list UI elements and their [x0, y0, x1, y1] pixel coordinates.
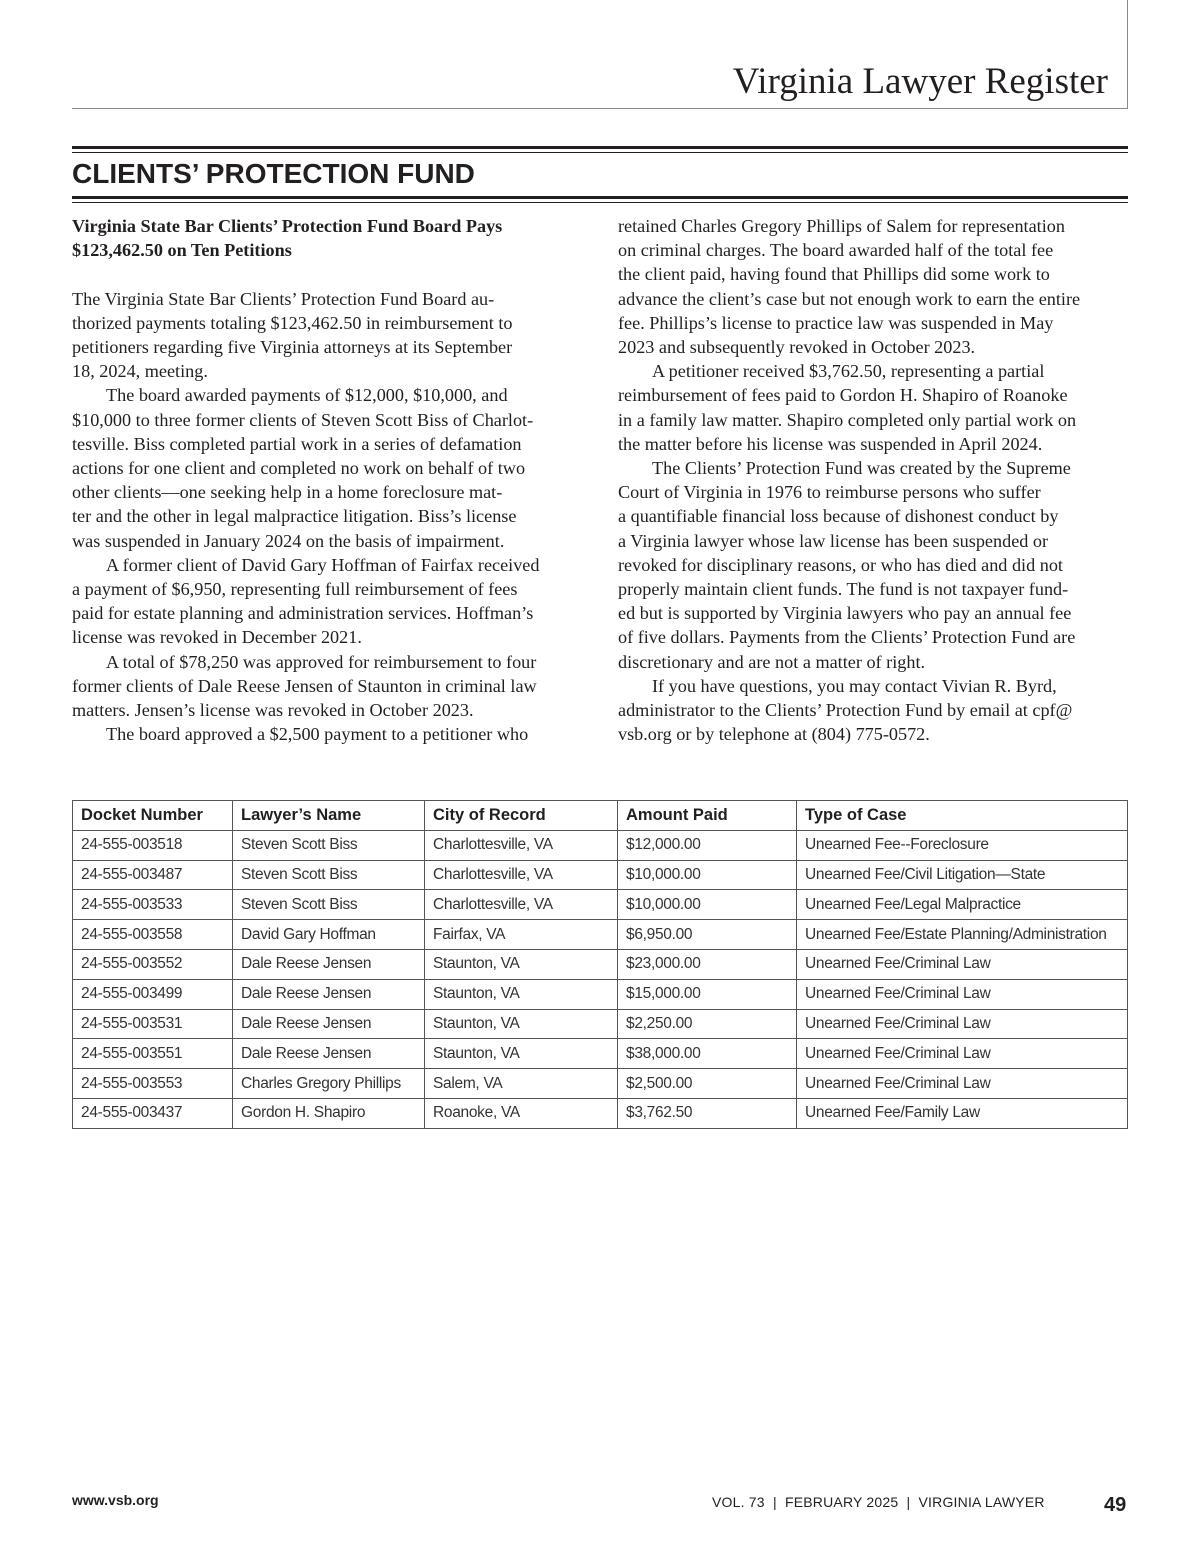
article-line: properly maintain client funds. The fund is not taxpayer fund-	[618, 579, 1069, 600]
article-line: of five dollars. Payments from the Clients’ Protection Fund are	[618, 627, 1076, 648]
docket-cell: 24-555-003518	[73, 830, 233, 860]
case-type-cell: Unearned Fee--Foreclosure	[797, 830, 1128, 860]
case-type-cell: Unearned Fee/Civil Litigation—State	[797, 860, 1128, 890]
article-line: Court of Virginia in 1976 to reimburse persons who suffer	[618, 482, 1041, 503]
article-line: a Virginia lawyer whose law license has been suspended or	[618, 530, 1049, 551]
header-rule	[72, 108, 1128, 109]
lawyer-cell: Steven Scott Biss	[233, 860, 425, 890]
article-line: thorized payments totaling $123,462.50 in reimbursement to	[72, 312, 513, 333]
article-line: petitioners regarding five Virginia attorneys at its September	[72, 337, 513, 357]
article-line: former clients of Dale Reese Jensen of Staunton in criminal law	[72, 675, 537, 696]
city-cell: Charlottesville, VA	[425, 890, 618, 920]
amount-cell: $3,762.50	[618, 1098, 797, 1128]
column-header-lawyer: Lawyer’s Name	[233, 801, 425, 831]
payments-table	[72, 800, 1128, 1129]
article-line: a quantifiable financial loss because of dishonest conduct by	[618, 506, 1059, 527]
article-left-column	[72, 214, 586, 746]
amount-cell: $2,250.00	[618, 1009, 797, 1039]
city-cell: Roanoke, VA	[425, 1098, 618, 1128]
city-cell: Staunton, VA	[425, 979, 618, 1009]
table-row	[73, 949, 1128, 979]
article-line: The board awarded payments of $12,000, $10,000, and	[106, 385, 508, 406]
article-line: The board approved a $2,500 payment to a petitioner who	[106, 724, 529, 745]
amount-cell: $2,500.00	[618, 1069, 797, 1099]
docket-cell: 24-555-003487	[73, 860, 233, 890]
column-header-case-type: Type of Case	[797, 801, 1128, 831]
city-cell: Fairfax, VA	[425, 920, 618, 950]
header-vertical-rule	[1127, 0, 1128, 108]
docket-cell: 24-555-003531	[73, 1009, 233, 1039]
article-line: reimbursement of fees paid to Gordon H. Shapiro of Roanoke	[618, 385, 1068, 406]
article-headline-line: $123,462.50 on Ten Petitions	[72, 240, 292, 261]
article-line: The Virginia State Bar Clients’ Protection Fund Board au-	[72, 288, 495, 309]
article-headline-line: Virginia State Bar Clients’ Protection Fund Board Pays	[72, 216, 503, 236]
docket-cell: 24-555-003553	[73, 1069, 233, 1099]
amount-cell: $38,000.00	[618, 1039, 797, 1069]
lawyer-cell: Dale Reese Jensen	[233, 1039, 425, 1069]
city-cell: Staunton, VA	[425, 1009, 618, 1039]
article-line: A total of $78,250 was approved for reimbursement to four	[106, 651, 537, 672]
column-header-docket: Docket Number	[73, 801, 233, 831]
article-line: discretionary and are not a matter of right.	[618, 651, 926, 672]
docket-cell: 24-555-003552	[73, 949, 233, 979]
column-header-city: City of Record	[425, 801, 618, 831]
amount-cell: $6,950.00	[618, 920, 797, 950]
article-line: other clients—one seeking help in a home foreclosure mat-	[72, 482, 503, 503]
section-rule-bottom-thin	[72, 202, 1128, 203]
table-row	[73, 979, 1128, 1009]
footer-issue: VOL. 73 | FEBRUARY 2025 | VIRGINIA LAWYER	[712, 1494, 1045, 1510]
city-cell: Charlottesville, VA	[425, 860, 618, 890]
article-line: advance the client’s case but not enough work to earn the entire	[618, 288, 1081, 309]
case-type-cell: Unearned Fee/Legal Malpractice	[797, 890, 1128, 920]
docket-cell: 24-555-003533	[73, 890, 233, 920]
article-line: administrator to the Clients’ Protection Fund by email at cpf@	[618, 700, 1073, 721]
article-line: actions for one client and completed no work on behalf of two	[72, 458, 526, 479]
article-line: ed but is supported by Virginia lawyers who pay an annual fee	[618, 603, 1072, 624]
case-type-cell: Unearned Fee/Criminal Law	[797, 949, 1128, 979]
section-rule-top-thin	[72, 152, 1128, 153]
lawyer-cell: Dale Reese Jensen	[233, 979, 425, 1009]
lawyer-cell: Steven Scott Biss	[233, 830, 425, 860]
amount-cell: $15,000.00	[618, 979, 797, 1009]
article-line: A former client of David Gary Hoffman of Fairfax received	[106, 554, 540, 575]
article-line: 18, 2024, meeting.	[72, 361, 208, 382]
article-line: A petitioner received $3,762.50, representing a partial	[652, 361, 1045, 382]
amount-cell: $10,000.00	[618, 890, 797, 920]
article-line: on criminal charges. The board awarded half of the total fee	[618, 240, 1054, 261]
docket-cell: 24-555-003558	[73, 920, 233, 950]
column-header-amount: Amount Paid	[618, 801, 797, 831]
lawyer-cell: Dale Reese Jensen	[233, 949, 425, 979]
case-type-cell: Unearned Fee/Criminal Law	[797, 1009, 1128, 1039]
article-line: $10,000 to three former clients of Steven Scott Biss of Charlot-	[72, 409, 534, 430]
city-cell: Salem, VA	[425, 1069, 618, 1099]
table-row	[73, 1098, 1128, 1128]
section-rule-top	[72, 146, 1128, 149]
article-line: license was revoked in December 2021.	[72, 627, 362, 648]
table-header-row	[73, 801, 1128, 831]
article-line: in a family law matter. Shapiro completed only partial work on	[618, 409, 1077, 430]
table-row	[73, 1039, 1128, 1069]
publication-header: Virginia Lawyer Register	[732, 61, 1108, 102]
table-row	[73, 890, 1128, 920]
article-line: the matter before his license was suspended in April 2024.	[618, 433, 1043, 454]
article-line: was suspended in January 2024 on the basis of impairment.	[72, 530, 505, 551]
docket-cell: 24-555-003499	[73, 979, 233, 1009]
article-line: paid for estate planning and administration services. Hoffman’s	[72, 603, 534, 624]
article-line: tesville. Biss completed partial work in a series of defamation	[72, 433, 522, 454]
page-number: 49	[1104, 1494, 1127, 1516]
city-cell: Staunton, VA	[425, 949, 618, 979]
table-row	[73, 1009, 1128, 1039]
article-right-column	[618, 214, 1130, 746]
amount-cell: $23,000.00	[618, 949, 797, 979]
table-row	[73, 860, 1128, 890]
lawyer-cell: Steven Scott Biss	[233, 890, 425, 920]
article-line: fee. Phillips’s license to practice law was suspended in May	[618, 312, 1054, 333]
table-row	[73, 1069, 1128, 1099]
article-line: matters. Jensen’s license was revoked in October 2023.	[72, 700, 474, 721]
article-line: The Clients’ Protection Fund was created by the Supreme	[652, 458, 1071, 479]
case-type-cell: Unearned Fee/Family Law	[797, 1098, 1128, 1128]
lawyer-cell: Dale Reese Jensen	[233, 1009, 425, 1039]
article-line: ter and the other in legal malpractice litigation. Biss’s license	[72, 506, 517, 527]
city-cell: Staunton, VA	[425, 1039, 618, 1069]
footer-website: www.vsb.org	[72, 1492, 159, 1508]
amount-cell: $12,000.00	[618, 830, 797, 860]
section-rule-bottom	[72, 196, 1128, 199]
article-line: If you have questions, you may contact Vivian R. Byrd,	[652, 675, 1057, 696]
article-line: retained Charles Gregory Phillips of Salem for representation	[618, 216, 1065, 236]
table-row	[73, 830, 1128, 860]
article-line: vsb.org or by telephone at (804) 775-0572.	[618, 724, 930, 745]
paragraph-gap	[72, 262, 586, 286]
table-row	[73, 920, 1128, 950]
case-type-cell: Unearned Fee/Criminal Law	[797, 1039, 1128, 1069]
article-line: revoked for disciplinary reasons, or who has died and did not	[618, 554, 1063, 575]
case-type-cell: Unearned Fee/Criminal Law	[797, 979, 1128, 1009]
case-type-cell: Unearned Fee/Criminal Law	[797, 1069, 1128, 1099]
article-line: a payment of $6,950, representing full reimbursement of fees	[72, 579, 518, 600]
docket-cell: 24-555-003551	[73, 1039, 233, 1069]
article-line: the client paid, having found that Phillips did some work to	[618, 264, 1050, 285]
lawyer-cell: Charles Gregory Phillips	[233, 1069, 425, 1099]
article-line: 2023 and subsequently revoked in October 2023.	[618, 337, 976, 358]
docket-cell: 24-555-003437	[73, 1098, 233, 1128]
lawyer-cell: David Gary Hoffman	[233, 920, 425, 950]
amount-cell: $10,000.00	[618, 860, 797, 890]
lawyer-cell: Gordon H. Shapiro	[233, 1098, 425, 1128]
section-title: CLIENTS’ PROTECTION FUND	[72, 158, 475, 189]
case-type-cell: Unearned Fee/Estate Planning/Administration	[797, 920, 1128, 950]
city-cell: Charlottesville, VA	[425, 830, 618, 860]
